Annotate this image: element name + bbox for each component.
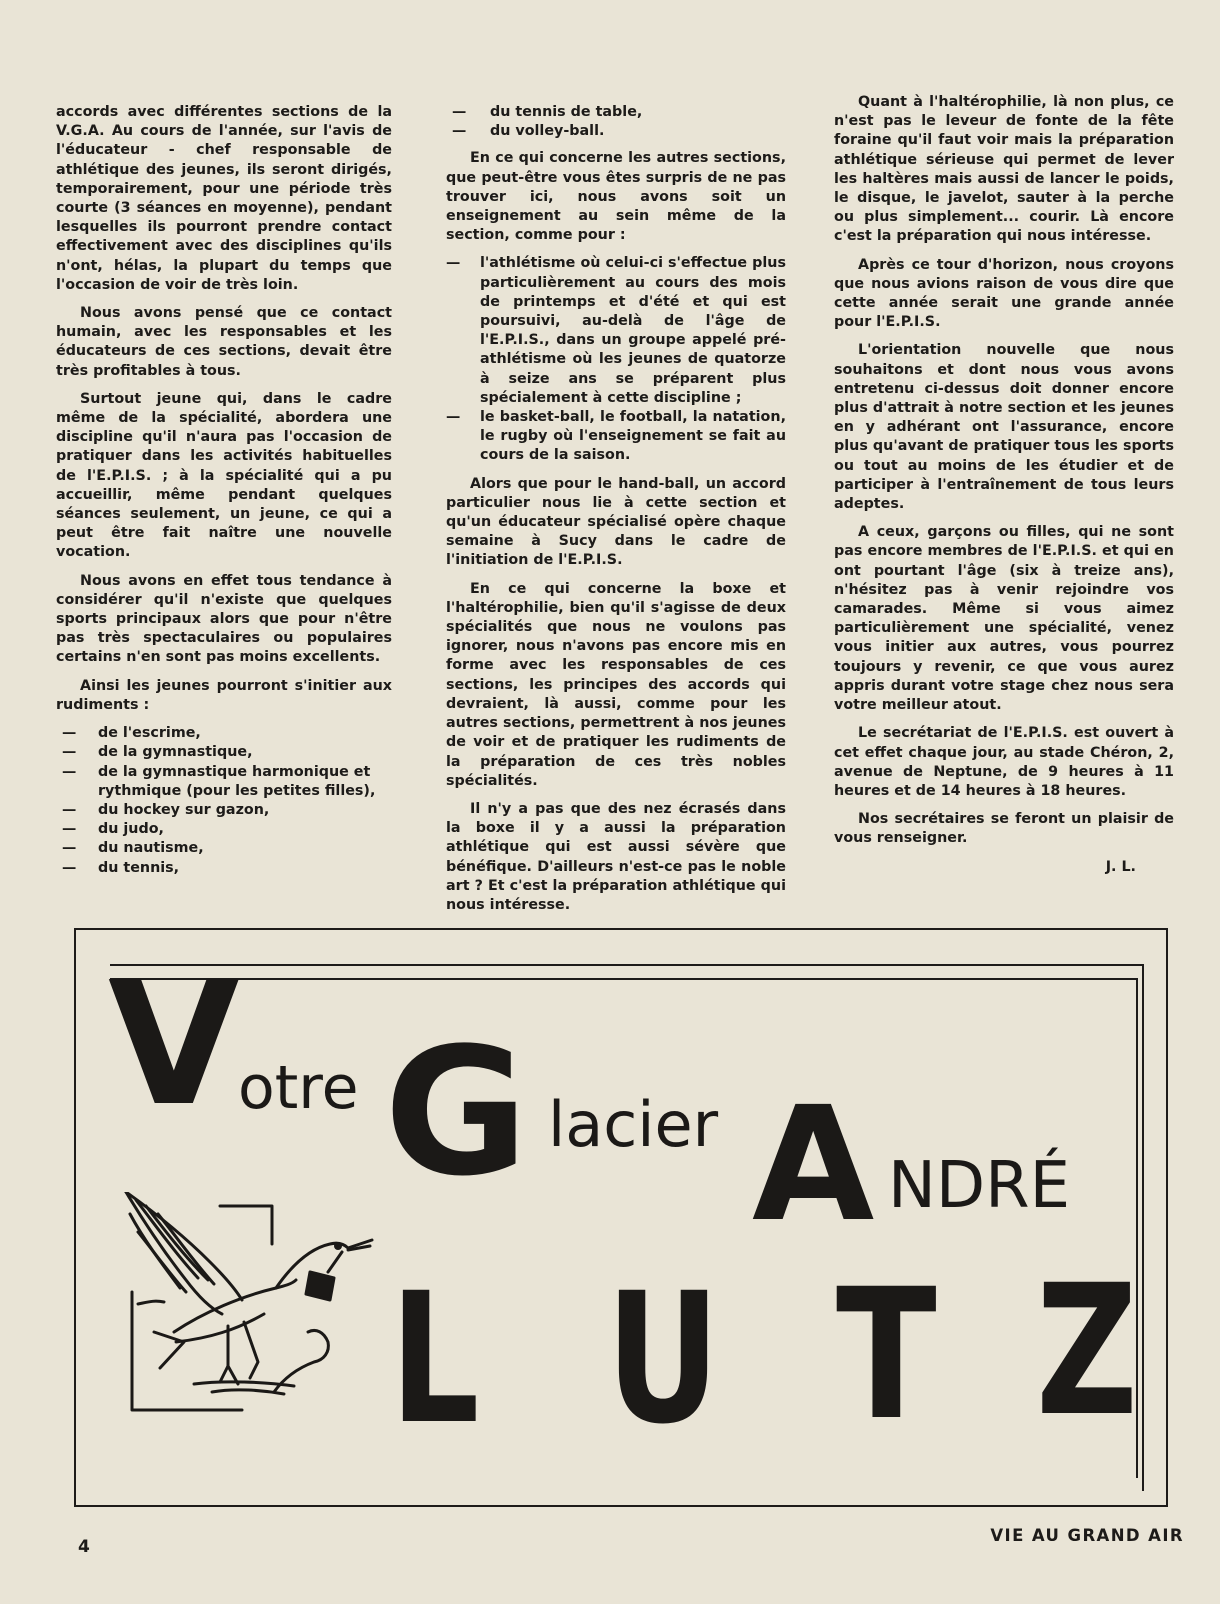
sections-list [446, 254, 786, 465]
ad-letter-z: Z [1036, 1247, 1138, 1456]
paragraph: A ceux, garçons ou filles, qui ne sont pas encore membres de l'E.P.I.S. et qui en ont pourtant l'âge (six à treize ans), n'hésitez pas à venir rejoindre vos camarades. Même si vous aimez particulièrement une spécialité, venez vous initier aux autres, vous pourrez toujours y revenir, ce que vous aurez appris durant votre stage chez nous sera votre meilleur atout. [834, 524, 1174, 714]
page-number: 4 [78, 1537, 90, 1557]
list-item: — du judo, [56, 820, 392, 839]
list-item: — l'athlétisme où celui-ci s'effectue plus particulièrement au cours des mois de printemps et d'été et qui est poursuivi, au-delà de l'âge de l'E.P.I.S., dans un groupe appelé pré-athlétisme où les jeunes de quatorze à seize ans se préparent plus spécialement à cette discipline ; [446, 254, 786, 408]
paragraph: Surtout jeune qui, dans le cadre même de la spécialité, abordera une discipline qu'il n'aura pas l'occasion de pratiquer dans les activités habituelles de l'E.P.I.S. ; à la spécialité qui a pu accueillir, même pendant quelques séances seulement, un jeune, ce qui a peut être fait naître une nouvelle vocation. [56, 390, 392, 561]
ad-letter-u: U [606, 1255, 721, 1464]
list-item: — du nautisme, [56, 839, 392, 858]
paragraph: Quant à l'haltérophilie, là non plus, ce n'est pas le leveur de fonte de la fête foraine qu'il faut voir mais la préparation athlétique sérieuse qui permet de lever les haltères mais aussi de lancer le poids, le disque, le javelot, sauter à la perche ou plus simplement... courir. Là encore c'est la préparation qui nous intéresse. [834, 94, 1174, 245]
paragraph: En ce qui concerne les autres sections, que peut-être vous êtes surpris de ne pas trouver ici, nous avons soit un enseignement au sein même de la section, comme pour : [446, 150, 786, 244]
stork-icon [124, 1192, 374, 1418]
article-column-3 [834, 93, 1174, 877]
list-item: — de l'escrime, [56, 724, 392, 743]
paragraph: L'orientation nouvelle que nous souhaitons et dont nous vous avons entretenu ci-dessus doit donner encore plus d'attrait à notre section et les jeunes en y adhérant ont l'assurance, encore plus qu'avant de pratiquer tous les sports ou tout au moins de les étudier et de participer à l'entraînement de tous leurs adeptes. [834, 342, 1174, 513]
ad-word-otre: otre [238, 1053, 359, 1123]
list-item: — le basket-ball, le football, la natation, le rugby où l'enseignement se fait au cours de la saison. [446, 408, 786, 466]
paragraph: Ainsi les jeunes pourront s'initier aux rudiments : [56, 677, 392, 713]
ad-letter-l: L [390, 1255, 480, 1464]
paragraph: En ce qui concerne la boxe et l'haltérophilie, bien qu'il s'agisse de deux spécialités que nous ne voulons pas ignorer, nous n'avons pas encore mis en forme avec les responsables de ces sections, les principes des accords qui devraient, là aussi, comme pour les autres sections, permettrent à nos jeunes de voir et de pratiquer les rudiments de la préparation de ces très nobles spécialités. [446, 580, 786, 789]
ad-word-lacier: lacier [548, 1088, 719, 1161]
list-item: — de la gymnastique harmonique et rythmique (pour les petites filles), [56, 763, 392, 801]
paragraph: Alors que pour le hand-ball, un accord particulier nous lie à cette section et qu'un éducateur spécialisé opère chaque semaine à Sucy dans le cadre de l'initiation de l'E.P.I.S. [446, 475, 786, 569]
list-item: — du hockey sur gazon, [56, 801, 392, 820]
paragraph: Le secrétariat de l'E.P.I.S. est ouvert à cet effet chaque jour, au stade Chéron, 2, avenue de Neptune, de 9 heures à 11 heures et de 14 heures à 18 heures. [834, 725, 1174, 799]
paragraph: Nous avons pensé que ce contact humain, avec les responsables et les éducateurs de ces sections, devait être très profitables à tous. [56, 305, 392, 379]
paragraph: Nos secrétaires se feront un plaisir de vous renseigner. [834, 811, 1174, 847]
paragraph: Après ce tour d'horizon, nous croyons que nous avions raison de vous dire que cette année serait une grande année pour l'E.P.I.S. [834, 256, 1174, 331]
article-column-2 [446, 103, 786, 924]
ad-letter-t: T [836, 1251, 937, 1460]
list-item: — du tennis de table, [446, 103, 786, 122]
ad-letter-a: A [752, 1073, 875, 1257]
list-item: — de la gymnastique, [56, 743, 392, 762]
paragraph: accords avec différentes sections de la V.G.A. Au cours de l'année, sur l'avis de l'éducateur - chef responsable de athlétique des jeunes, ils seront dirigés, temporairement, pour une période très courte (3 séances en moyenne), pendant lesquelles ils pourront prendre contact effectivement avec des disciplines qu'ils n'ont, hélas, la plupart du temps que l'occasion de voir de très loin. [56, 104, 392, 293]
paragraph: Nous avons en effet tous tendance à considérer qu'il n'existe que quelques sports principaux alors que pour n'être pas très spectaculaires ou populaires certains n'en sont pas moins excellents. [56, 572, 392, 666]
signature: J. L. [1105, 858, 1136, 875]
magazine-title: VIE AU GRAND AIR [990, 1526, 1184, 1545]
ad-letter-v: V [108, 946, 240, 1144]
sports-list [56, 724, 392, 878]
ad-word-ndre: NDRÉ [888, 1149, 1071, 1223]
paragraph: Il n'y a pas que des nez écrasés dans la boxe il y a aussi la préparation athlétique qui est aussi sévère que bénéfique. D'ailleurs n'est-ce pas le noble art ? Et c'est la préparation athlétique qui nous intéresse. [446, 800, 786, 913]
article-column-1 [56, 103, 392, 887]
list-item: — du tennis, [56, 859, 392, 878]
ad-letter-g: G [384, 1010, 529, 1215]
sports-list-continued [446, 103, 786, 141]
list-item: — du volley-ball. [446, 122, 786, 141]
